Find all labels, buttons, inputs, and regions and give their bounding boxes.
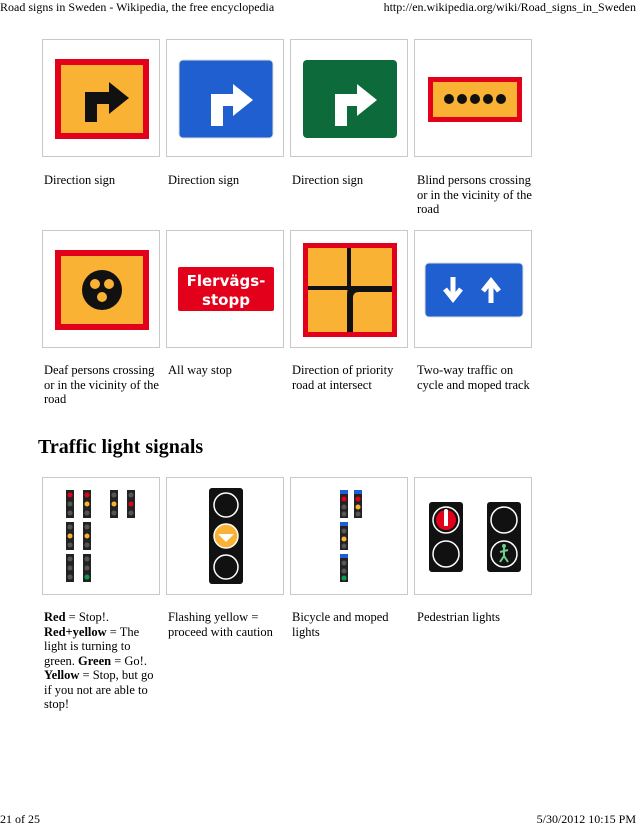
deaf-persons-icon [43, 231, 161, 349]
traffic-lights-icon [43, 478, 161, 596]
page-footer-datetime: 5/30/2012 10:15 PM [536, 812, 636, 826]
two-way-traffic-icon [415, 231, 533, 349]
sign-direction-blue[interactable] [166, 39, 284, 157]
caption-two-way-cycle: Two-way traffic on cycle and moped track [417, 363, 530, 392]
caption-flashing-yellow: Flashing yellow = proceed with caution [168, 610, 273, 639]
sign-all-way-stop[interactable] [166, 230, 284, 348]
caption-bicycle-lights: Bicycle and moped lights [292, 610, 389, 639]
page-header-title: Road signs in Sweden - Wikipedia, the free encyclopedia [0, 0, 275, 14]
caption-deaf-persons: Deaf persons crossing or in the vicinity of the road [44, 363, 159, 406]
image-bicycle-lights[interactable] [290, 477, 408, 595]
caption-direction-1: Direction sign [44, 173, 116, 187]
sign-text-line1: Flervägs- [186, 272, 266, 290]
caption-yellow-desc: = Stop, but go if you not are able to stop! [44, 668, 154, 711]
caption-priority-road: Direction of priority road at intersect [292, 363, 394, 392]
page-header-url[interactable]: http://en.wikipedia.org/wiki/Road_signs_in_Sweden [383, 0, 636, 14]
caption-direction-3: Direction sign [292, 173, 364, 187]
image-flashing-yellow[interactable] [166, 477, 284, 595]
caption-red-desc: = Stop!. [65, 610, 110, 624]
sign-direction-green[interactable] [290, 39, 408, 157]
sign-priority-road[interactable] [290, 230, 408, 348]
priority-road-icon [291, 231, 409, 349]
section-heading: Traffic light signals [38, 436, 204, 458]
all-way-stop-icon [167, 231, 285, 349]
page-footer-page: 21 of 25 [0, 812, 40, 826]
caption-redyellow-desc: = The light is turning to green. [44, 624, 140, 668]
image-pedestrian-lights[interactable] [414, 477, 532, 595]
sign-blind-persons[interactable] [414, 39, 532, 157]
direction-yellow-icon [43, 40, 161, 158]
caption-yellow-term: Yellow [44, 668, 80, 682]
pedestrian-lights-icon [415, 478, 533, 596]
caption-green-desc: = Go!. [111, 653, 147, 668]
sign-text-line2: stopp [202, 291, 250, 309]
bicycle-lights-icon [291, 478, 409, 596]
sign-direction-yellow[interactable] [42, 39, 160, 157]
caption-red-term: Red [44, 610, 66, 624]
sign-two-way-cycle[interactable] [414, 230, 532, 348]
caption-all-way-stop: All way stop [168, 363, 232, 377]
caption-direction-2: Direction sign [168, 173, 240, 187]
caption-pedestrian-lights: Pedestrian lights [417, 610, 500, 624]
caption-redyellow-term: Red+yellow [44, 624, 107, 639]
direction-blue-icon [167, 40, 285, 158]
direction-green-icon [291, 40, 409, 158]
sign-deaf-persons[interactable] [42, 230, 160, 348]
caption-blind-persons: Blind persons crossing or in the vicinity of the road [417, 173, 532, 216]
caption-red-lights [44, 610, 162, 712]
blind-persons-icon [415, 40, 533, 158]
flashing-yellow-icon [167, 478, 285, 596]
caption-green-term: Green [78, 653, 112, 668]
image-traffic-lights[interactable] [42, 477, 160, 595]
